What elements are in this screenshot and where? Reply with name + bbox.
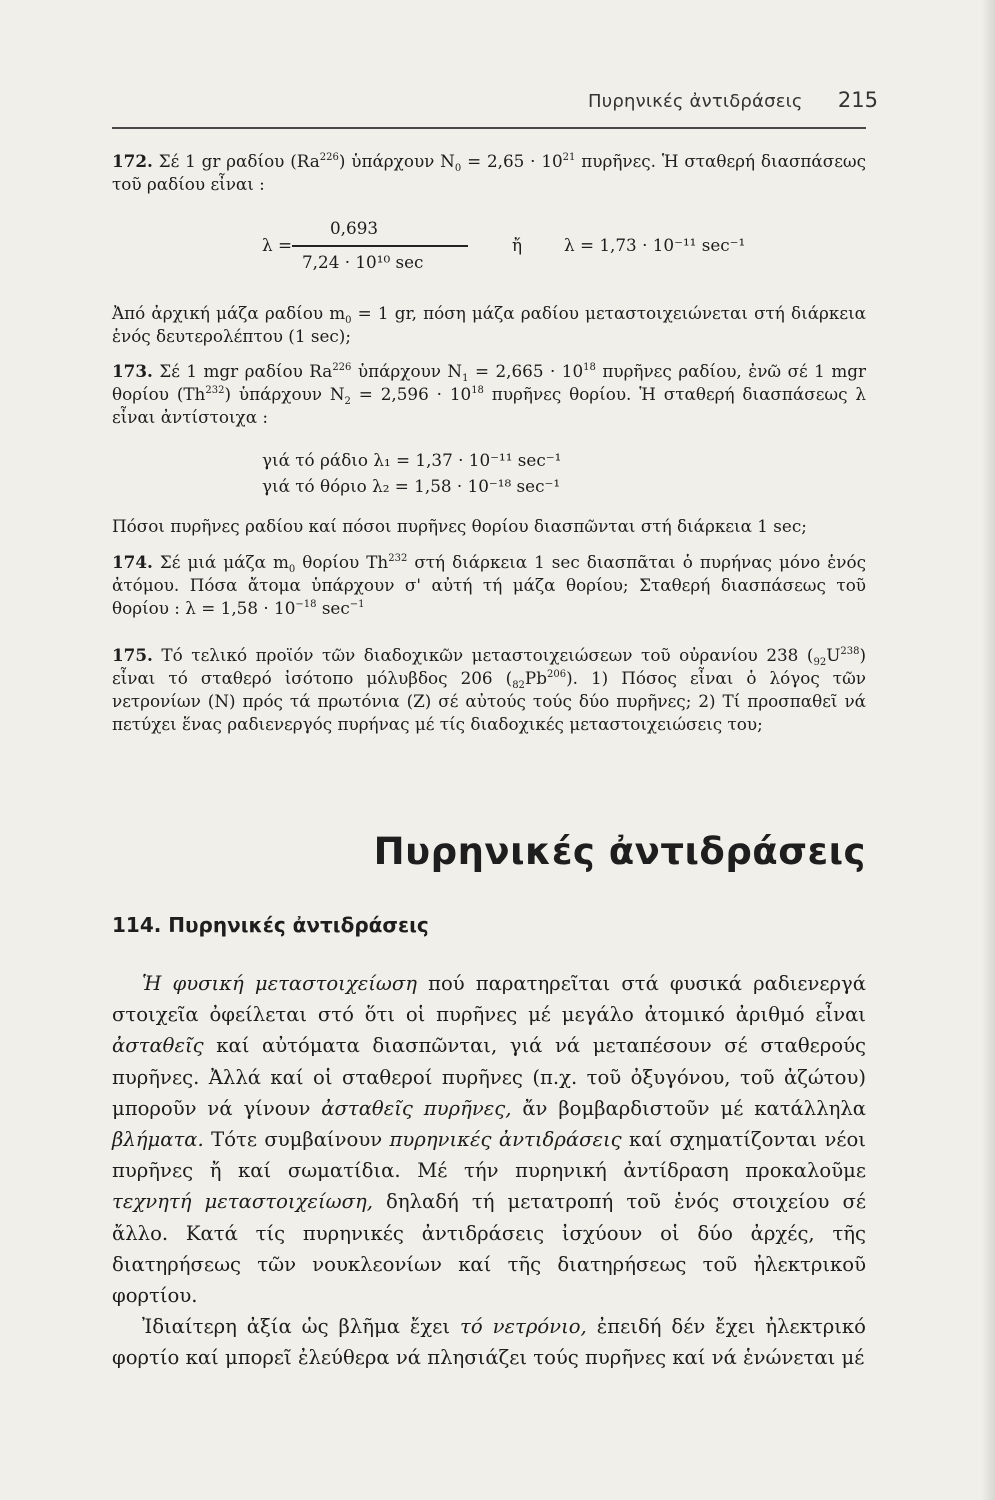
formula-or: ἤ <box>512 235 523 255</box>
problem-172-question: Ἀπό ἀρχική μάζα ραδίου $m_0 = 1$ gr, πόση μάζα ραδίου μεταστοιχειώνεται στή διάρκεια ἑνός δευτερολέπτου (1 sec); <box>112 303 866 346</box>
problem-173: 173. Σέ 1 mgr ραδίου Ra$^{226}$ ὑπάρχουν $N_1 = 2,665 \cdot 10^{18}$ πυρῆνες ραδίου, ἐνῶ σέ 1 mgr θορίου (Th$^{232}$) ὑπάρχουν $N_2 = 2,596 \cdot 10^{18}$ πυρῆνες θορίου. Ἡ σταθερή διασπάσεως λ εἶναι ἀντίστοιχα : <box>112 361 866 427</box>
body-paragraph-1: Ἡ φυσική μεταστοιχείωση πού παρατηρεῖται στά φυσικά ραδιενεργά στοιχεῖα ὀφείλεται στό ὅτι οἱ πυρῆνες μέ μεγάλο ἀτομικό ἀριθμό εἶναι ἀσταθεῖς καί αὐτόματα διασπῶνται, γιά νά μεταπέσουν σέ σταθερούς πυρῆνες. Ἀλλά καί οἱ σταθεροί πυρῆνες (π.χ. τοῦ ὀξυγόνου, τοῦ ἀζώτου) μποροῦν νά γίνουν ἀσταθεῖς πυρῆνες, ἄν βομβαρδιστοῦν μέ κατάλληλα βλήματα. Τότε συμβαίνουν πυρηνικές ἀντιδράσεις καί σχηματίζονται νέοι πυρῆνες ἤ καί σωματίδια. Μέ τήν πυρηνική ἀντίδραση προκαλοῦμε τεχνητή μεταστοιχείωση, δηλαδή τή μετατροπή τοῦ ἑνός στοιχείου σέ ἄλλο. Κατά τίς πυρηνικές ἀντιδράσεις ἰσχύουν οἱ δύο ἀρχές, τῆς διατηρήσεως τῶν νουκλεονίων καί τῆς διατηρήσεως τοῦ ἠλεκτρικοῦ φορτίου. <box>112 972 867 1308</box>
problem-number: 175. <box>112 645 153 665</box>
section-title: 114. Πυρηνικές ἀντιδράσεις <box>112 913 429 937</box>
problem-number: 174. <box>112 552 153 572</box>
chapter-title: Πυρηνικές ἀντιδράσεις <box>373 830 866 873</box>
equation-thorium: γιά τό θόριο λ₂ = 1,58 · 10⁻¹⁸ sec⁻¹ <box>262 476 561 496</box>
body-paragraph-2: Ἰδιαίτερη ἀξία ὡς βλῆμα ἔχει τό νετρόνιο, ἐπειδή δέν ἔχει ἠλεκτρικό φορτίο καί μπορεῖ ἐλεύθερα νά πλησιάζει τούς πυρῆνες καί νά ἑνώνεται μέ <box>112 1315 866 1370</box>
header-rule <box>112 127 866 129</box>
problem-173-question: Πόσοι πυρῆνες ραδίου καί πόσοι πυρῆνες θορίου διασπῶνται στή διάρκεια 1 sec; <box>112 516 807 536</box>
problem-number: 172. <box>112 151 153 171</box>
fraction-bar <box>292 245 468 247</box>
formula-alternative: λ = 1,73 · 10⁻¹¹ sec⁻¹ <box>564 235 746 255</box>
page-header <box>588 88 878 122</box>
equation-radium: γιά τό ράδιο λ₁ = 1,37 · 10⁻¹¹ sec⁻¹ <box>262 450 562 470</box>
book-spine-edge <box>981 0 995 1500</box>
problem-172: 172. Σέ 1 gr ραδίου (Ra$^{226}$) ὑπάρχουν $N_0 = 2,65 \cdot 10^{21}$ πυρῆνες. Ἡ σταθερή διασπάσεως τοῦ ραδίου εἶναι : <box>112 151 866 194</box>
problem-175: 175. Τό τελικό προϊόν τῶν διαδοχικῶν μεταστοιχειώσεων τοῦ οὐρανίου 238 $(_{92}U^{238})$ εἶναι τό σταθερό ἰσότοπο μόλυβδος 206 $(_{82}Pb^{206})$. 1) Πόσος εἶναι ὁ λόγος τῶν νετρονίων (N) πρός τά πρωτόνια (Z) σέ αὐτούς τούς δύο πυρῆνες; 2) Τί προσπαθεῖ νά πετύχει ἕνας ραδιενεργός πυρήνας μέ τίς διαδοχικές μεταστοιχειώσεις του; <box>112 645 866 734</box>
formula-numerator: 0,693 <box>330 218 379 238</box>
problem-number: 173. <box>112 361 153 381</box>
running-title: Πυρηνικές ἀντιδράσεις <box>588 91 803 112</box>
formula-denominator: 7,24 · 10¹⁰ sec <box>302 252 424 272</box>
formula-lambda: λ = <box>262 235 293 255</box>
page-number: 215 <box>837 88 878 112</box>
problem-174: 174. Σέ μιά μάζα $m_0$ θορίου Th$^{232}$ στή διάρκεια 1 sec διασπᾶται ὁ πυρήνας μόνο ἑνός ἀτόμου. Πόσα ἄτομα ὑπάρχουν σ' αὐτή τή μάζα θορίου; Σταθερή διασπάσεως τοῦ θορίου : $\lambda = 1,58 \cdot 10^{-18}$ $\sec^{-1}$ <box>112 552 866 618</box>
